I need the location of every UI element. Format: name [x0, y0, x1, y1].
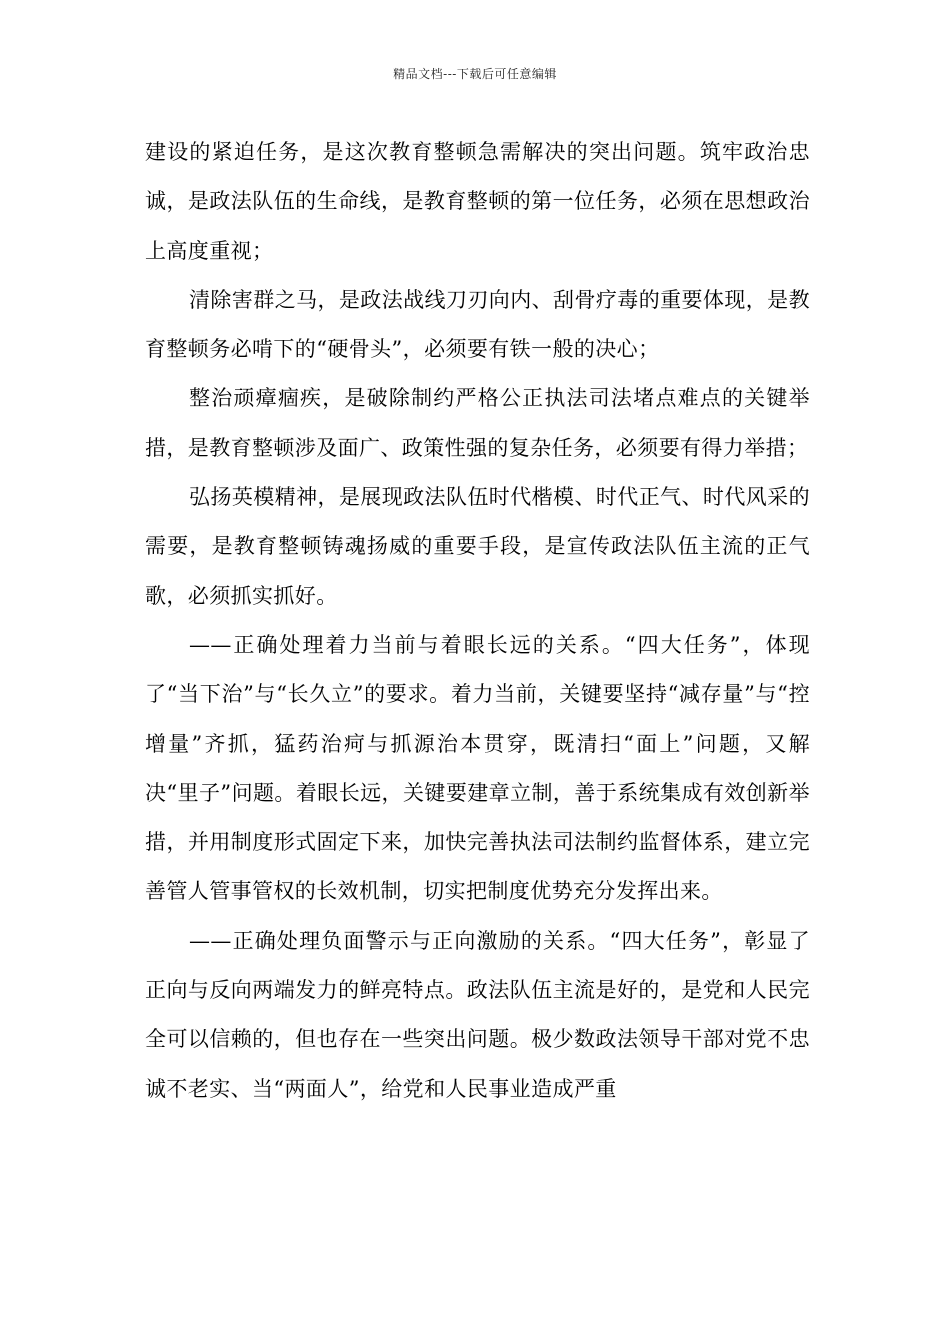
- paragraph-rectify-problems: 整治顽瘴痼疾，是破除制约严格公正执法司法堵点难点的关键举措，是教育整顿涉及面广、政策性强的复杂任务，必须要有得力举措；: [145, 386, 810, 460]
- document-body: [145, 128, 810, 1114]
- paragraph-warning-and-incentive: ——正确处理负面警示与正向激励的关系。“四大任务”，彰显了正向与反向两端发力的鲜亮特点。政法队伍主流是好的，是党和人民完全可以信赖的，但也存在一些突出问题。极少数政法领导干部对党不忠诚不老实、当“两面人”，给党和人民事业造成严重: [145, 928, 810, 1101]
- paragraph-clear-bad-elements: 清除害群之马，是政法战线刀刃向内、刮骨疗毒的重要体现，是教育整顿务必啃下的“硬骨头”，必须要有铁一般的决心；: [145, 287, 810, 362]
- paragraph-continuation: 建设的紧迫任务，是这次教育整顿急需解决的突出问题。筑牢政治忠诚，是政法队伍的生命线，是教育整顿的第一位任务，必须在思想政治上高度重视；: [145, 140, 810, 263]
- paragraph-present-and-long-term: ——正确处理着力当前与着眼长远的关系。“四大任务”，体现了“当下治”与“长久立”的要求。着力当前，关键要坚持“减存量”与“控增量”齐抓，猛药治疴与抓源治本贯穿，既清扫“面上”问题，又解决“里子”问题。着眼长远，关键要建章立制，善于系统集成有效创新举措，并用制度形式固定下来，加快完善执法司法制约监督体系，建立完善管人管事管权的长效机制，切实把制度优势充分发挥出来。: [145, 632, 810, 904]
- paragraph-hero-spirit: 弘扬英模精神，是展现政法队伍时代楷模、时代正气、时代风采的需要，是教育整顿铸魂扬威的重要手段，是宣传政法队伍主流的正气歌，必须抓实抓好。: [145, 485, 810, 608]
- page-header: 精品文档---下载后可任意编辑: [393, 67, 557, 81]
